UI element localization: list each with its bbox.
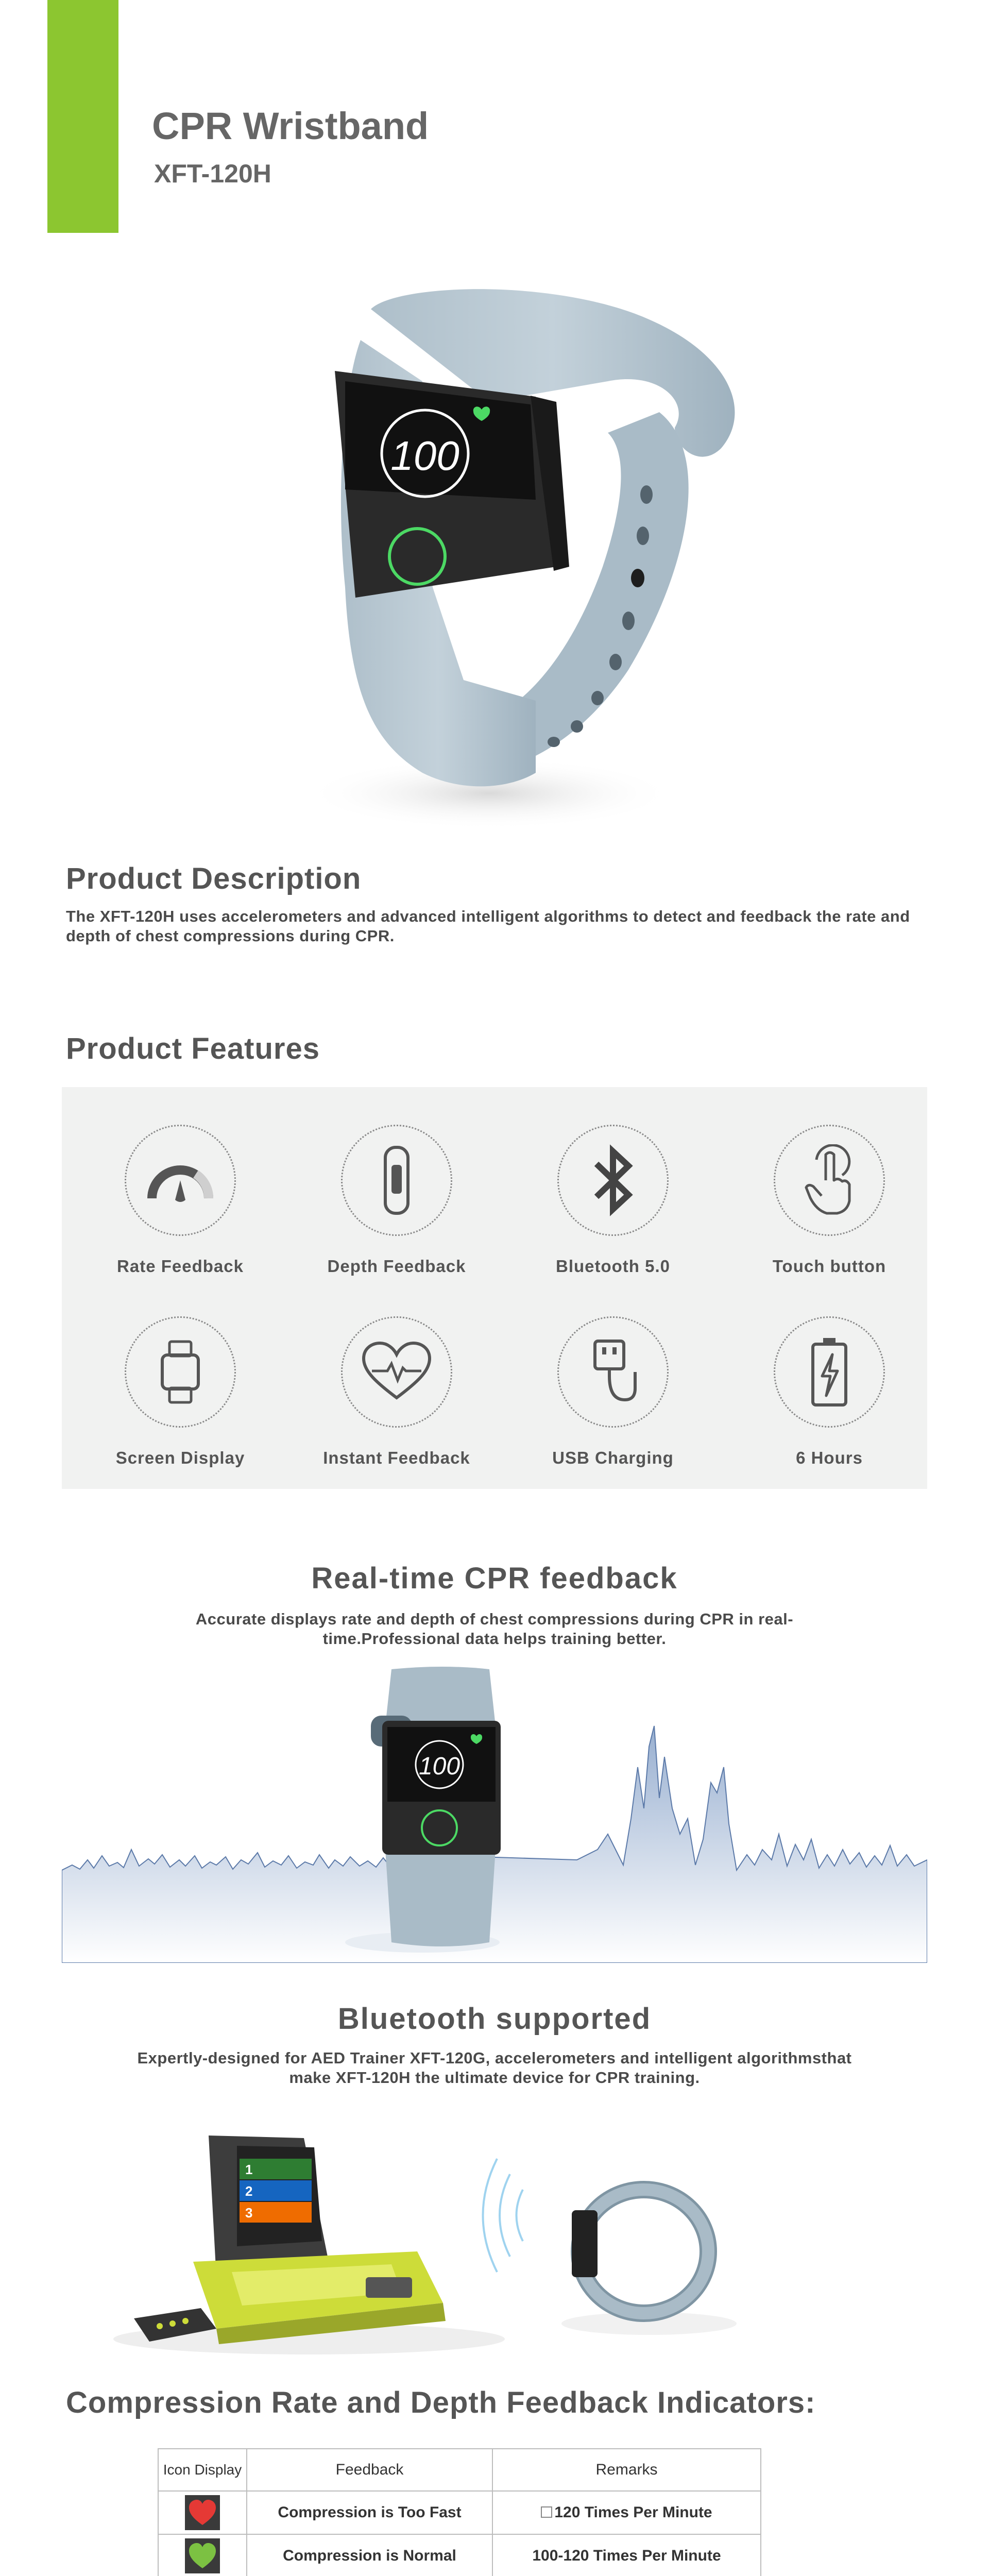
device-screen-row-3: 3 bbox=[245, 2205, 253, 2221]
aed-trainer-and-wristband-image bbox=[62, 2123, 927, 2360]
feature-bluetooth bbox=[505, 1125, 721, 1276]
page-title: CPR Wristband bbox=[152, 105, 429, 147]
heart-pulse-icon bbox=[361, 1341, 433, 1403]
heart-green-icon bbox=[185, 2538, 220, 2573]
indicators-table bbox=[158, 2448, 761, 2576]
feature-usb-charging bbox=[505, 1316, 721, 1468]
feature-label: Touch button bbox=[772, 1257, 886, 1276]
device-screen-row-1: 1 bbox=[245, 2162, 253, 2177]
device-screen-row-2: 2 bbox=[245, 2183, 253, 2199]
realtime-text: Accurate displays rate and depth of chest compressions during CPR in real-time.Professional data helps training better. bbox=[195, 1610, 794, 1648]
feature-instant-feedback bbox=[288, 1316, 505, 1468]
usb-plug-icon bbox=[585, 1336, 641, 1408]
gauge-icon bbox=[144, 1155, 216, 1206]
realtime-screen-number: 100 bbox=[418, 1753, 461, 1780]
feature-screen-display bbox=[72, 1316, 288, 1468]
table-row bbox=[158, 2491, 761, 2534]
features-panel bbox=[62, 1087, 927, 1489]
hero-screen-number: 100 bbox=[390, 433, 459, 479]
realtime-heading: Real-time CPR feedback bbox=[311, 1562, 678, 1595]
column-header-remarks: Remarks bbox=[492, 2449, 761, 2491]
table-row bbox=[158, 2534, 761, 2576]
feature-depth-feedback bbox=[288, 1125, 505, 1276]
feature-label: Bluetooth 5.0 bbox=[555, 1257, 670, 1276]
heart-red-icon bbox=[185, 2495, 220, 2530]
feature-label: Depth Feedback bbox=[327, 1257, 466, 1276]
remarks-cell: 100-120 Times Per Minute bbox=[492, 2534, 761, 2576]
battery-icon bbox=[809, 1336, 850, 1408]
feature-label: 6 Hours bbox=[796, 1448, 863, 1467]
realtime-waveform-image bbox=[62, 1664, 927, 1963]
feature-label: USB Charging bbox=[552, 1448, 674, 1467]
touch-icon bbox=[801, 1144, 858, 1216]
bluetooth-text: Expertly-designed for AED Trainer XFT-120G, accelerometers and intelligent algorithmsthat make XFT-120H the ultimate device for CPR training. bbox=[137, 2049, 852, 2087]
model-number: XFT-120H bbox=[154, 159, 271, 188]
bluetooth-heading: Bluetooth supported bbox=[337, 2002, 652, 2036]
wristband-hero-image bbox=[268, 278, 773, 845]
depth-bar-icon bbox=[381, 1144, 412, 1216]
description-heading: Product Description bbox=[66, 862, 362, 895]
table-header-row bbox=[158, 2449, 761, 2491]
accent-bar bbox=[47, 0, 118, 233]
feature-label: Instant Feedback bbox=[323, 1448, 470, 1467]
description-text: The XFT-120H uses accelerometers and advanced intelligent algorithms to detect and feedback the rate and depth of chest compressions during CPR. bbox=[66, 907, 910, 945]
feature-label: Rate Feedback bbox=[117, 1257, 244, 1276]
bluetooth-icon bbox=[587, 1144, 639, 1216]
feature-battery bbox=[721, 1316, 937, 1468]
watch-icon bbox=[157, 1338, 203, 1405]
features-heading: Product Features bbox=[66, 1032, 320, 1065]
feedback-cell: Compression is Normal bbox=[247, 2534, 492, 2576]
feedback-cell: Compression is Too Fast bbox=[247, 2491, 492, 2534]
column-header-feedback: Feedback bbox=[247, 2449, 492, 2491]
feature-touch-button bbox=[721, 1125, 937, 1276]
feature-label: Screen Display bbox=[115, 1448, 245, 1467]
feature-rate-feedback bbox=[72, 1125, 288, 1276]
indicators-heading: Compression Rate and Depth Feedback Indicators: bbox=[66, 2386, 816, 2419]
column-header-icon: Icon Display bbox=[158, 2449, 247, 2491]
checkbox-glyph bbox=[541, 2506, 552, 2518]
remarks-cell: 120 Times Per Minute bbox=[492, 2491, 761, 2534]
